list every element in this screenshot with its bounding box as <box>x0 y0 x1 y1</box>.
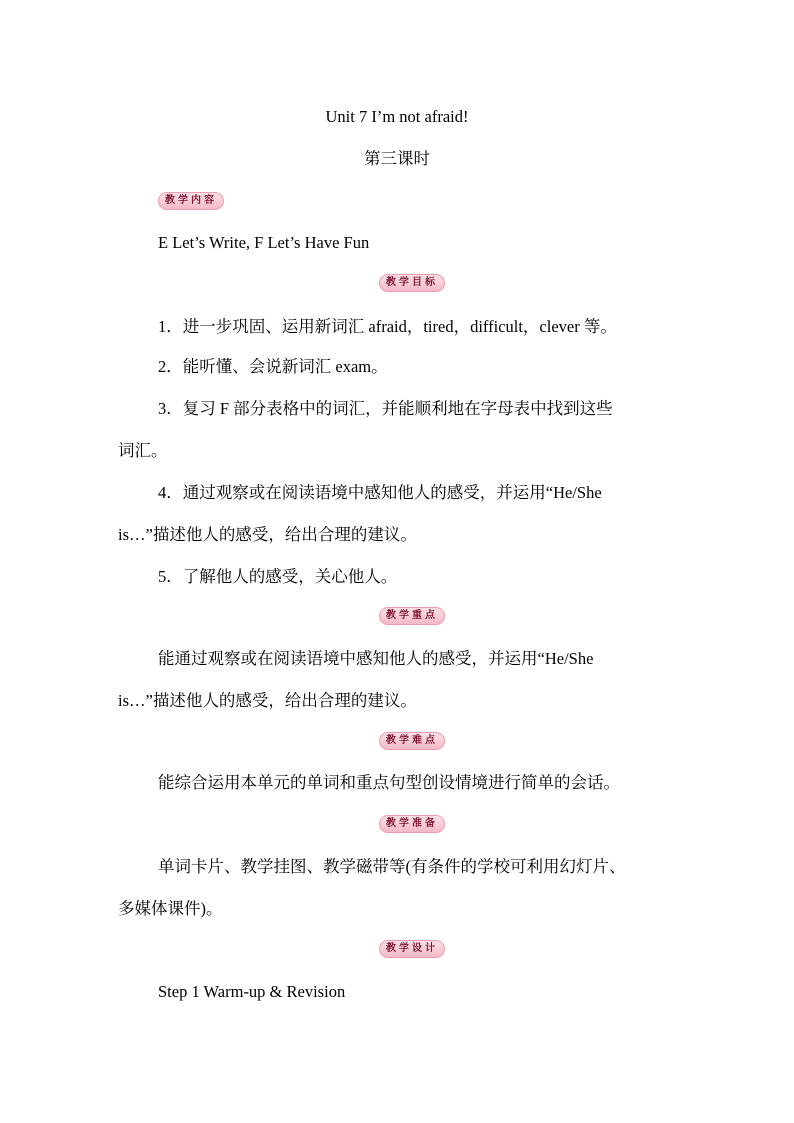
step-heading: Step 1 Warm-up & Revision <box>158 982 346 1001</box>
objective-item: 5．了解他人的感受，关心他人。 <box>158 567 398 586</box>
teaching-objectives-badge: 教学目标 <box>379 274 445 292</box>
teaching-content-text: E Let’s Write, F Let’s Have Fun <box>158 233 370 252</box>
objective-item: 3．复习 F 部分表格中的词汇，并能顺利地在字母表中找到这些 <box>158 399 613 418</box>
difficulties-badge: 教学难点 <box>379 732 445 750</box>
preparation-badge: 教学准备 <box>379 815 445 833</box>
teaching-design-badge: 教学设计 <box>379 940 445 958</box>
preparation-text: 单词卡片、教学挂图、教学磁带等(有条件的学校可利用幻灯片、 <box>158 857 626 876</box>
teaching-content-badge: 教学内容 <box>158 192 224 210</box>
objective-item: 2．能听懂、会说新词汇 exam。 <box>158 357 388 376</box>
objective-item-continuation: is…”描述他人的感受，给出合理的建议。 <box>118 525 417 544</box>
objective-item-continuation: 词汇。 <box>118 441 168 460</box>
objective-item: 4．通过观察或在阅读语境中感知他人的感受，并运用“He/She <box>158 483 602 502</box>
objective-item: 1．进一步巩固、运用新词汇 afraid，tired，difficult，clever 等。 <box>158 317 617 336</box>
document-title: Unit 7 I’m not afraid! <box>325 107 469 126</box>
key-points-badge: 教学重点 <box>379 607 445 625</box>
lesson-period: 第三课时 <box>364 149 430 168</box>
key-points-text: 能通过观察或在阅读语境中感知他人的感受，并运用“He/She <box>158 649 594 668</box>
difficulties-text: 能综合运用本单元的单词和重点句型创设情境进行简单的会话。 <box>158 773 620 792</box>
preparation-text-continuation: 多媒体课件)。 <box>118 899 223 918</box>
key-points-text-continuation: is…”描述他人的感受，给出合理的建议。 <box>118 691 417 710</box>
